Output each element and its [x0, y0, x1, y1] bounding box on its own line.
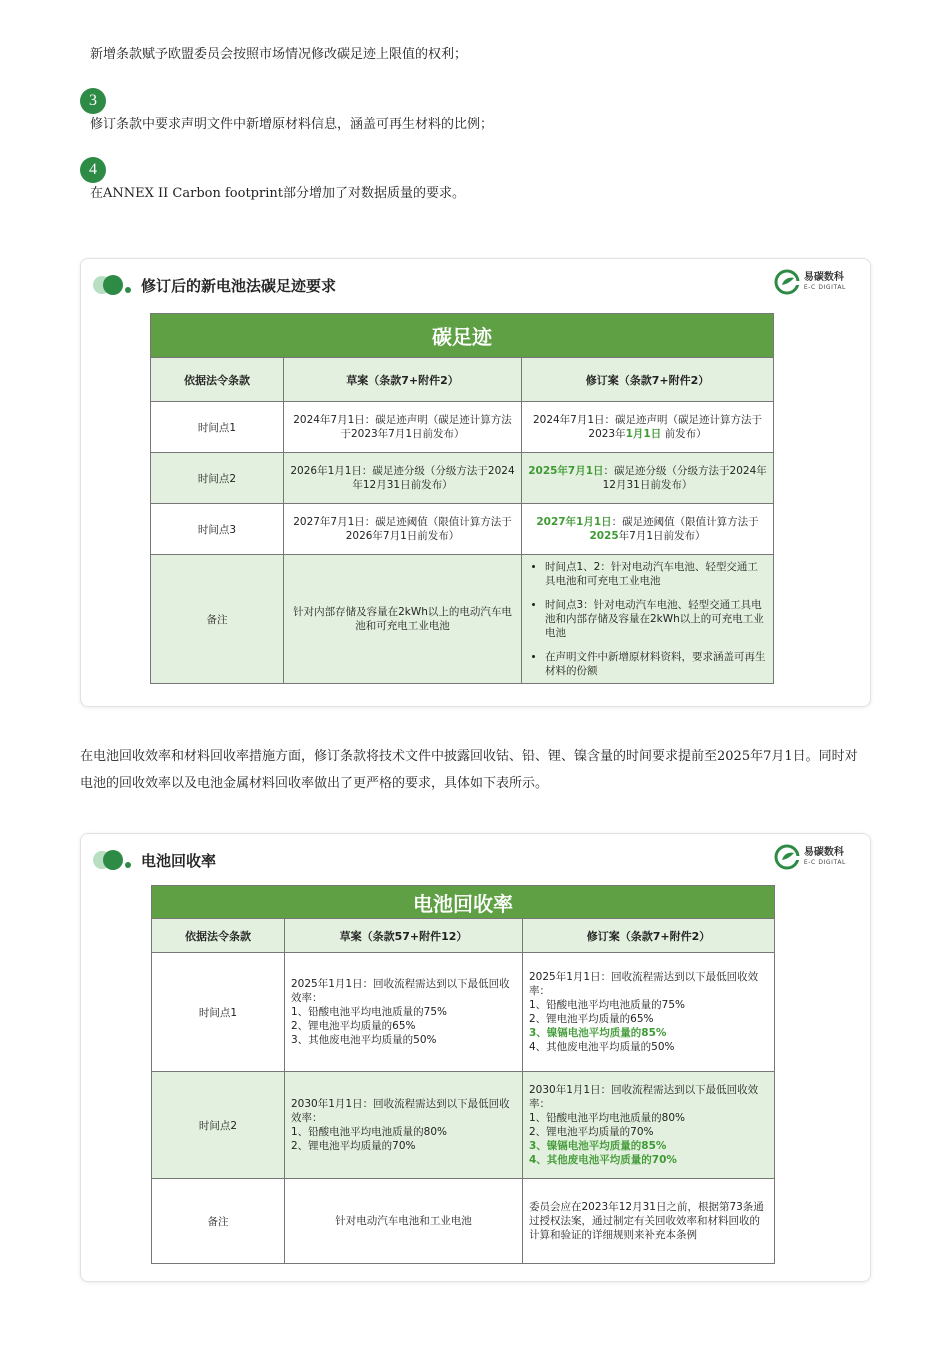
header-clause: 依据法令条款 [151, 358, 284, 402]
carbon-footprint-table [150, 313, 774, 684]
note-bullet: • 在声明文件中新增原材料资料，要求涵盖可再生材料的份额 [545, 650, 766, 678]
revision-cell: 2027年1月1日：碳足迹阈值（限值计算方法于2025年7月1日前发布） [522, 504, 774, 555]
table-banner: 碳足迹 [151, 314, 774, 358]
leaf-logo-icon [774, 844, 800, 870]
draft-cell: 2030年1月1日：回收流程需达到以下最低回收效率： 1、铅酸电池平均电池质量的80% 2、锂电池平均质量的70% [285, 1072, 523, 1179]
revision-cell: 2025年1月1日：回收流程需达到以下最低回收效率： 1、铅酸电池平均电池质量的75% 2、锂电池平均质量的65% 3、镍镉电池平均质量的85% 4、其他废电池平均质量的50% [523, 953, 775, 1072]
draft-cell: 2025年1月1日：回收流程需达到以下最低回收效率： 1、铅酸电池平均电池质量的75% 2、锂电池平均质量的65% 3、其他废电池平均质量的50% [285, 953, 523, 1072]
logo-english-name: E-C DIGITAL [803, 859, 846, 866]
card-title: 修订后的新电池法碳足迹要求 [141, 276, 337, 295]
logo-chinese-name: 易碳数科 [803, 847, 844, 858]
draft-cell: 2027年7月1日：碳足迹阈值（限值计算方法于2026年7月1日前发布） [284, 504, 522, 555]
logo-chinese-name: 易碳数科 [803, 272, 844, 283]
header-clause: 依据法令条款 [152, 919, 285, 953]
carbon-footprint-card [80, 258, 871, 707]
revision-note-cell: 委员会应在2023年12月31日之前，根据第73条通过授权法案，通过制定有关回收效率和材料回收的计算和验证的详细规则来补充本条例 [523, 1179, 775, 1264]
draft-note-cell: 针对电动汽车电池和工业电池 [285, 1179, 523, 1264]
card-header [93, 846, 216, 874]
company-logo [774, 269, 846, 295]
recycling-paragraph: 在电池回收效率和材料回收率措施方面，修订条款将技术文件中披露回收钴、铅、锂、镍含量的时间要求提前至2025年7月1日。同时对电池的回收效率以及电池金属材料回收率做出了更严格的要求，具体如下表所示。 [80, 749, 858, 791]
company-logo [774, 844, 846, 870]
row-label: 时间点1 [152, 953, 285, 1072]
row-label: 时间点3 [151, 504, 284, 555]
item-number-3-badge: 3 [80, 88, 106, 114]
note-bullet: • 时间点1、2：针对电动汽车电池、轻型交通工具电池和可充电工业电池 [545, 560, 766, 588]
leaf-logo-icon [774, 269, 800, 295]
revision-cell: 2025年7月1日：碳足迹分级（分级方法于2024年12月31日前发布） [522, 453, 774, 504]
row-label: 时间点2 [152, 1072, 285, 1179]
decorative-dots-icon [93, 849, 133, 871]
draft-note-cell: 针对内部存储及容量在2kWh以上的电动汽车电池和可充电工业电池 [284, 555, 522, 684]
card-header [93, 271, 336, 299]
header-revision: 修订案（条款7+附件2） [523, 919, 775, 953]
row-label: 备注 [152, 1179, 285, 1264]
item-number-4-badge: 4 [80, 157, 106, 183]
draft-cell: 2024年7月1日：碳足迹声明（碳足迹计算方法于2023年7月1日前发布） [284, 402, 522, 453]
item-4-text: 在ANNEX II Carbon footprint部分增加了对数据质量的要求。 [90, 186, 465, 201]
header-revision: 修订案（条款7+附件2） [522, 358, 774, 402]
card-title: 电池回收率 [141, 851, 217, 870]
revision-note-cell [522, 555, 774, 684]
logo-english-name: E-C DIGITAL [803, 284, 846, 291]
intro-line-1: 新增条款赋予欧盟委员会按照市场情况修改碳足迹上限值的权利； [90, 47, 468, 62]
item-3-text: 修订条款中要求声明文件中新增原材料信息，涵盖可再生材料的比例； [90, 117, 494, 132]
row-label: 时间点1 [151, 402, 284, 453]
table-banner: 电池回收率 [152, 886, 775, 919]
row-label: 备注 [151, 555, 284, 684]
row-label: 时间点2 [151, 453, 284, 504]
decorative-dots-icon [93, 274, 133, 296]
battery-recycling-table [151, 885, 775, 1264]
draft-cell: 2026年1月1日：碳足迹分级（分级方法于2024年12月31日前发布） [284, 453, 522, 504]
header-draft: 草案（条款57+附件12） [285, 919, 523, 953]
revision-cell: 2024年7月1日：碳足迹声明（碳足迹计算方法于2023年1月1日 前发布） [522, 402, 774, 453]
battery-recycling-card [80, 833, 871, 1282]
revision-cell: 2030年1月1日：回收流程需达到以下最低回收效率： 1、铅酸电池平均电池质量的80% 2、锂电池平均质量的70% 3、镍镉电池平均质量的85% 4、其他废电池平均质量的70% [523, 1072, 775, 1179]
header-draft: 草案（条款7+附件2） [284, 358, 522, 402]
note-bullet: • 时间点3：针对电动汽车电池、轻型交通工具电池和内部存储及容量在2kWh以上的可充电工业电池 [545, 598, 766, 640]
